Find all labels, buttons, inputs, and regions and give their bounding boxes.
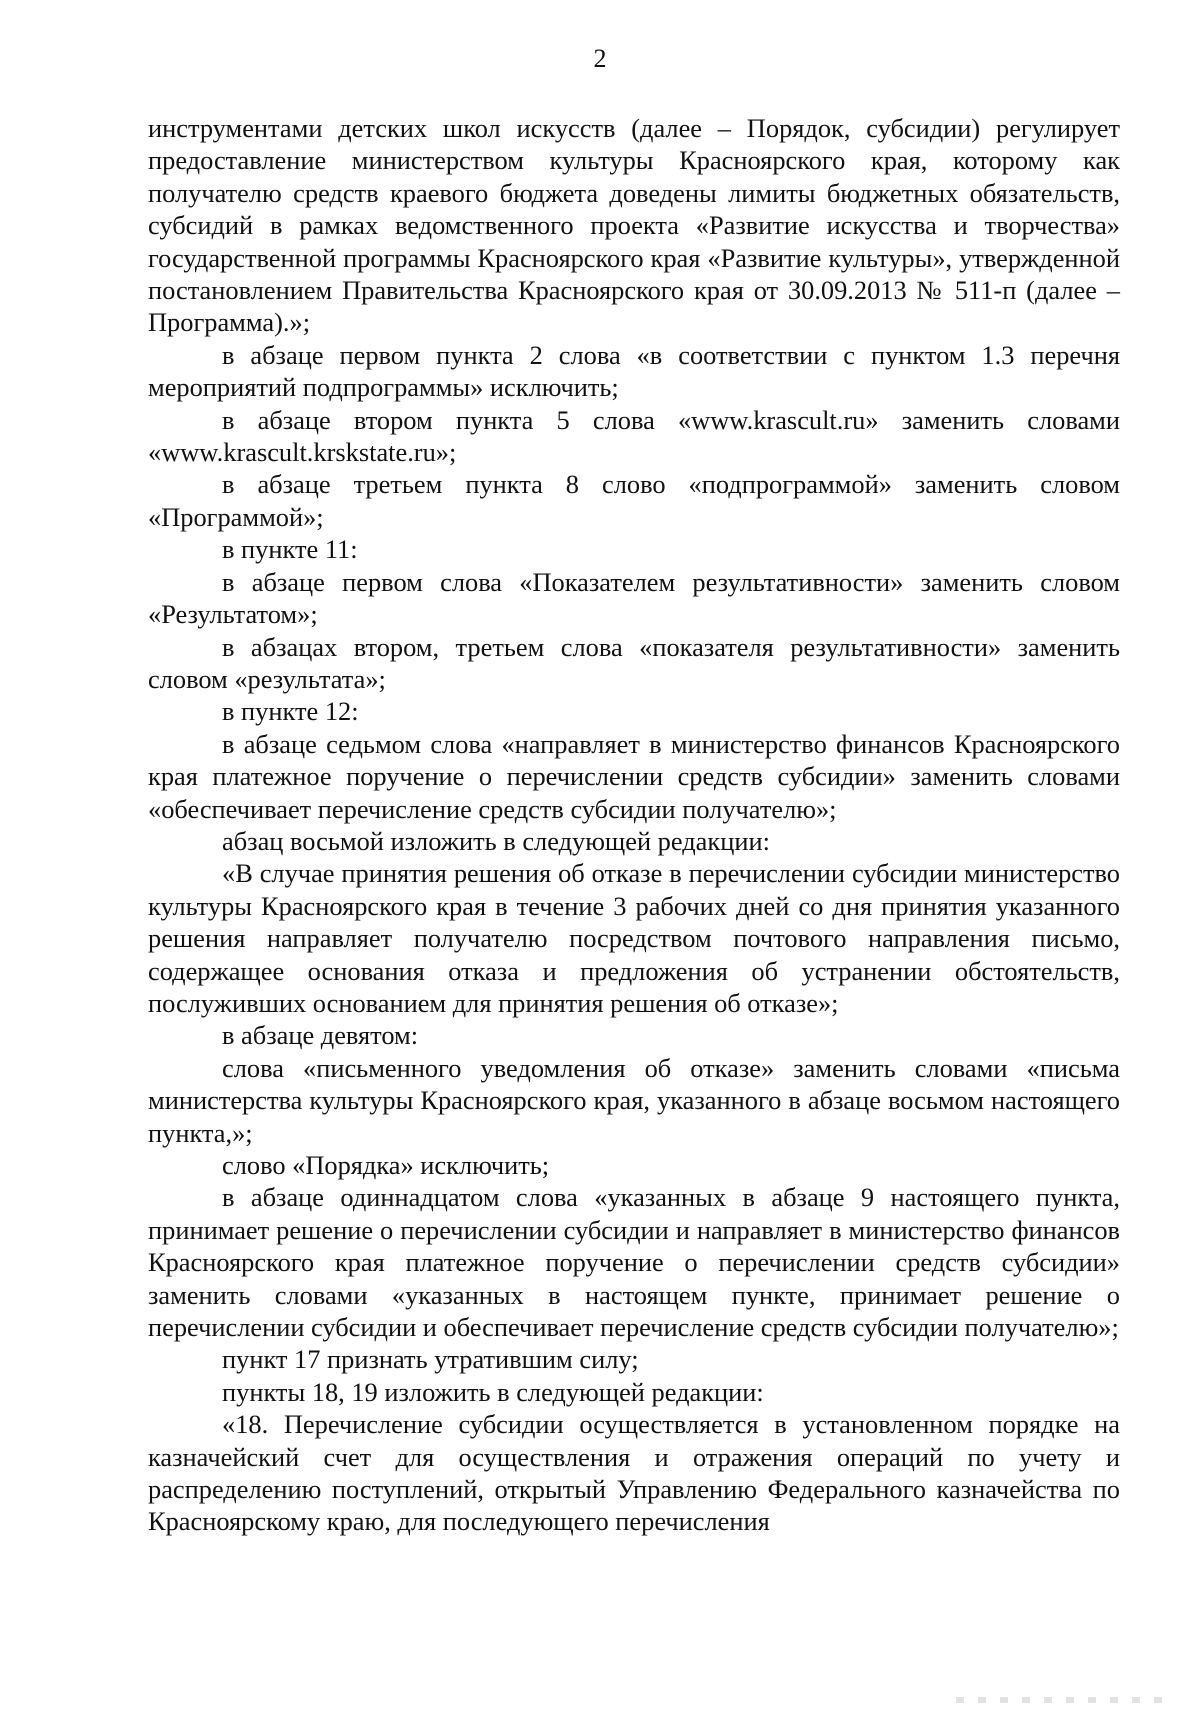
paragraph-3: в абзаце втором пункта 5 слова «www.krascult.ru» заменить словами «www.krascult.krskstate.ru»; <box>148 404 1120 468</box>
paragraph-4: в абзаце третьем пункта 8 слово «подпрограммой» заменить словом «Программой»; <box>148 469 1120 532</box>
page-number: 2 <box>593 44 607 73</box>
paragraph-10: абзац восьмой изложить в следующей редакции: <box>222 825 770 856</box>
paragraph-17: пункты 18, 19 изложить в следующей редакции: <box>222 1376 764 1407</box>
paragraph-6: в абзаце первом слова «Показателем результативности» заменить словом «Результатом»; <box>148 566 1120 630</box>
paragraph-5: в пункте 11: <box>222 534 358 565</box>
paragraph-13: слова «письменного уведомления об отказе» заменить словами «письма министерства культуры Красноярского края, указанного в абзаце восьмом настоящего пункта,»; <box>148 1052 1120 1148</box>
paragraph-14: слово «Порядка» исключить; <box>222 1150 550 1180</box>
paragraph-18: «18. Перечисление субсидии осуществляется в установленном порядке на казначейский счет для осуществления и отражения операций по учету и распределению поступлений, открытый Управлению Федерального казначейства по Красноярскому краю, для последующего перечисления <box>148 1409 1120 1537</box>
paragraph-7: в абзацах втором, третьем слова «показателя результативности» заменить словом «результата»; <box>148 631 1120 694</box>
paragraph-12: в абзаце девятом: <box>222 1020 419 1051</box>
scan-edge-marks <box>956 1697 1176 1703</box>
paragraph-11: «В случае принятия решения об отказе в перечислении субсидии министерство культуры Красноярского края в течение 3 рабочих дней со дня принятия указанного решения направляет получателю посредством почтового направления письмо, содержащее основания отказа и предложения об устранении обстоятельств, послуживших основанием для принятия решения об отказе»; <box>148 858 1120 1018</box>
paragraph-15: в абзаце одиннадцатом слова «указанных в абзаце 9 настоящего пункта, принимает решение о перечислении субсидии и направляет в министерство финансов Красноярского края платежное поручение о перечислении средств субсидии» заменить словами «указанных в настоящем пункте, принимает решение о перечислении субсидии и обеспечивает перечисление средств субсидии получателю»; <box>148 1182 1120 1343</box>
document-body <box>148 112 1120 1538</box>
paragraph-16: пункт 17 признать утратившим силу; <box>222 1344 639 1375</box>
paragraph-2: в абзаце первом пункта 2 слова «в соответствии с пунктом 1.3 перечня мероприятий подпрограммы» исключить; <box>148 339 1120 403</box>
paragraph-9: в абзаце седьмом слова «направляет в министерство финансов Красноярского края платежное поручение о перечислении средств субсидии» заменить словами «обеспечивает перечисление средств субсидии получателю»; <box>148 728 1120 824</box>
paragraph-1: инструментами детских школ искусств (далее – Порядок, субсидии) регулирует предоставление министерством культуры Красноярского края, которому как получателю средств краевого бюджета доведены лимиты бюджетных обязательств, субсидий в рамках ведомственного проекта «Развитие искусства и творчества» государственной программы Красноярского края «Развитие культуры», утвержденной постановлением Правительства Красноярского края от 30.09.2013 № 511-п (далее – Программа).»; <box>148 113 1120 338</box>
paragraph-8: в пункте 12: <box>222 696 359 727</box>
